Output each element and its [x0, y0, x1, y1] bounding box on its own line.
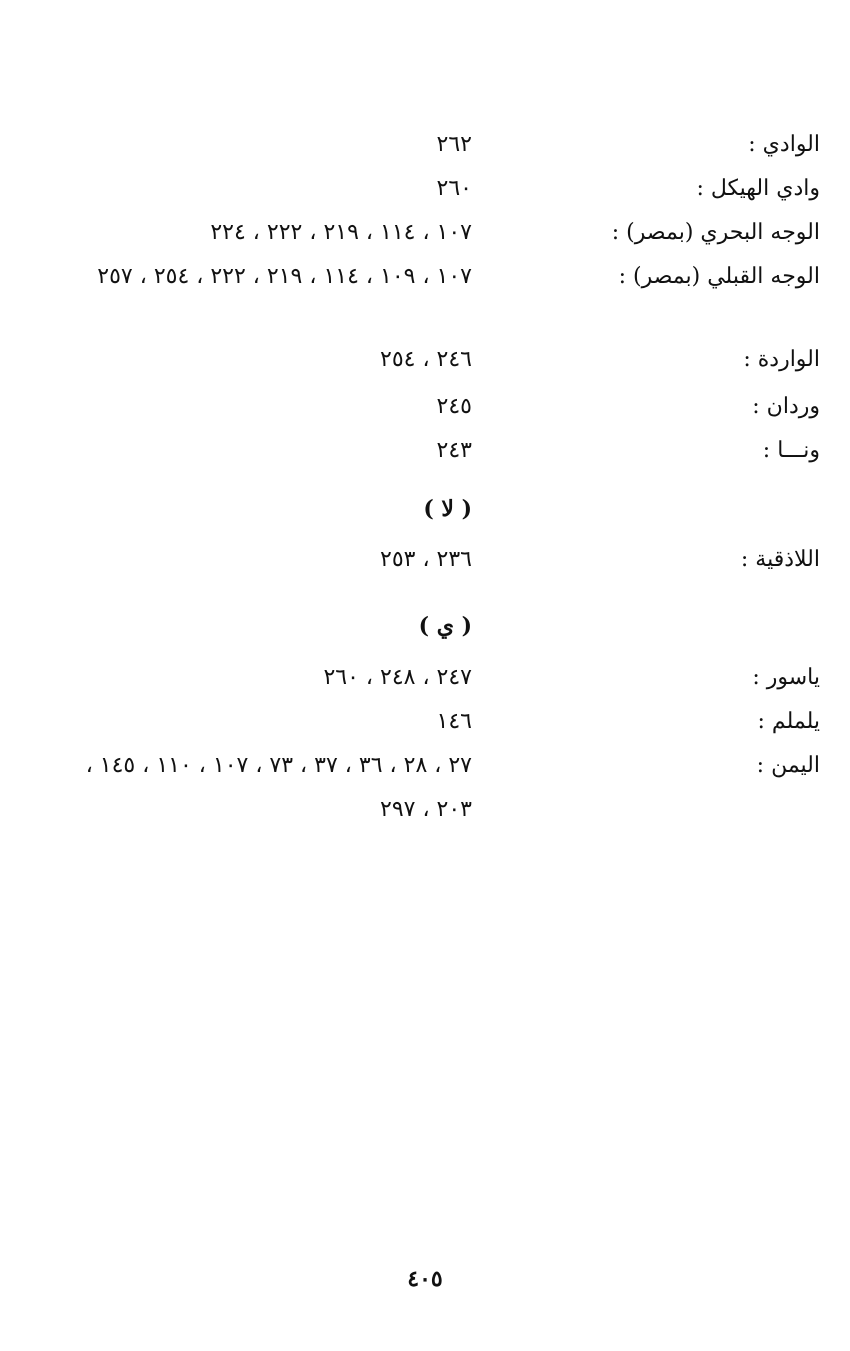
index-term: اليمن : — [756, 753, 820, 778]
index-term: وادي الهيكل : — [696, 176, 820, 201]
index-page-refs: ٢٤٣ — [436, 438, 472, 463]
index-term: الواردة : — [743, 347, 820, 372]
index-term: ياسور : — [752, 665, 820, 690]
index-term: يلملم : — [757, 709, 820, 734]
index-term: ونـــا : — [762, 438, 820, 463]
index-page-refs: ٢٦٠ — [436, 176, 472, 201]
index-page-refs: ١٠٧ ، ١١٤ ، ٢١٩ ، ٢٢٢ ، ٢٢٤ — [210, 220, 472, 245]
index-page-refs: ١٤٦ — [436, 709, 472, 734]
index-page-refs: ٢٧ ، ٢٨ ، ٣٦ ، ٣٧ ، ٧٣ ، ١٠٧ ، ١١٠ ، ١٤٥ ، ٢٠٣ ، ٢٩٧ — [85, 753, 472, 822]
index-term: الوجه القبلي (بمصر) : — [618, 264, 820, 289]
page-number: ٤٠٥ — [407, 1266, 443, 1292]
index-page-refs: ١٠٧ ، ١٠٩ ، ١١٤ ، ٢١٩ ، ٢٢٢ ، ٢٥٤ ، ٢٥٧ — [97, 264, 472, 289]
index-page-refs: ٢٤٥ — [436, 394, 472, 419]
index-page-refs: ٢٣٦ ، ٢٥٣ — [380, 547, 472, 572]
index-term: اللاذقية : — [740, 547, 820, 572]
index-page-refs: ٢٤٦ ، ٢٥٤ — [380, 347, 472, 372]
index-page-refs: ٢٤٧ ، ٢٤٨ ، ٢٦٠ — [323, 665, 472, 690]
index-term: الوادي : — [748, 132, 820, 157]
section-heading: ( لا ) — [423, 496, 472, 522]
index-term: وردان : — [752, 394, 820, 419]
index-page-refs: ٢٦٢ — [436, 132, 472, 157]
index-term: الوجه البحري (بمصر) : — [611, 220, 820, 245]
section-heading: ( ي ) — [418, 613, 472, 639]
